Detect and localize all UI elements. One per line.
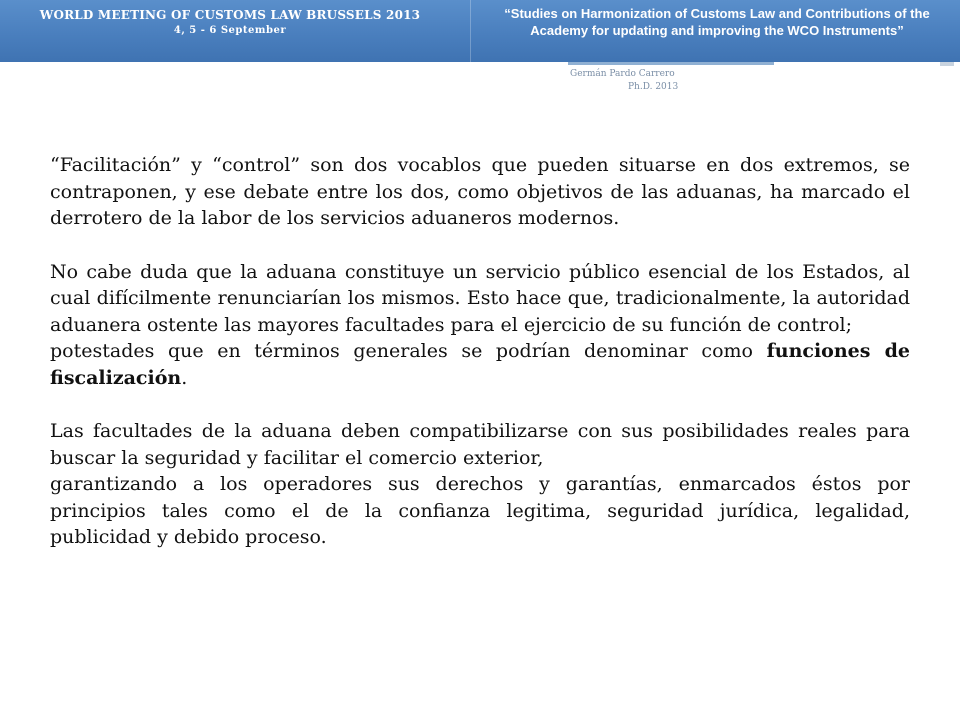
paragraph-gap [50,391,910,418]
study-title: “Studies on Harmonization of Customs Law and Contributions of the Academy for updating and improving the WCO Instruments” [504,6,930,38]
powers-text: potestades que en términos generales se podrían denominar como [50,340,767,362]
accent-line [568,62,774,65]
event-dates: 4, 5 - 6 September [173,25,287,36]
paragraph-faculties: Las facultades de la aduana deben compatibilizarse con sus posibilidades reales para buscar la seguridad y facilitar el comercio exterior, [50,420,910,469]
paragraph-guarantees: garantizando a los operadores sus derechos y garantías, enmarcados éstos por principios tales como el de la confianza legitima, seguridad jurídica, legalidad, publicidad y debido proceso. [50,473,910,548]
author-degree: Ph.D. 2013 [628,82,679,92]
paragraph-public-service: No cabe duda que la aduana constituye un servicio público esencial de los Estados, al cual difícilmente renunciarían los mismos. Esto hace que, tradicionalmente, la autoridad aduanera ostente las mayores facultades para el ejercicio de su función de control; [50,260,910,336]
header-divider [470,0,471,62]
paragraph-powers [50,338,910,391]
paragraph-facilitation: “Facilitación” y “control” son dos vocablos que pueden situarse en dos extremos, se contraponen, y ese debate entre los dos, como objetivos de las aduanas, ha marcado el derrotero de la labor de los servicios aduaneros modernos. [50,154,910,229]
event-title: WORLD MEETING OF CUSTOMS LAW BRUSSELS 2013 [39,8,421,22]
powers-period: . [181,366,188,389]
paragraph-gap [50,232,910,259]
corner-mark [940,62,954,66]
author-name: Germán Pardo Carrero [570,69,675,79]
powers-bold-term: funciones de fiscalización [50,340,910,389]
slide-body [50,152,910,551]
